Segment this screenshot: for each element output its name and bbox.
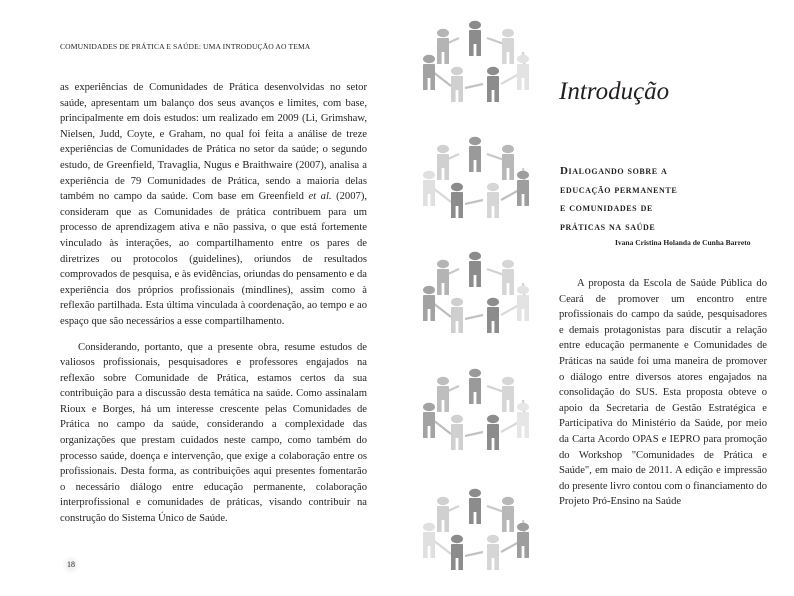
paragraph-1-text-b: (2007), consideram que as Comunidades de prática contribuem para um processo de aprendizagem ativa e não passiva, o que está fortemente vinculado às interações, ao compartilhamento entre os pares de diretrizes ou protocolos (guidelines), oriundos de resultados comprovados de pesquisa, e às evidências, oriundas do pensamento e da experiência dos próprios profissionais (mindlines), assim como à reflexão partilhada. Esta última vinculada à coordenação, ao tempo e ao espaço que são necessários a esse compartilhamento. [60, 191, 367, 327]
citation-et-al: et al. [308, 191, 332, 203]
section-title-line: práticas na saúde [560, 220, 656, 233]
paragraph-1 [60, 80, 367, 330]
people-holding-hands-circle-icon [415, 482, 539, 572]
people-holding-hands-circle-icon [415, 245, 539, 335]
intro-paragraph: A proposta da Escola de Saúde Pública do Ceará de promover um encontro entre profissionais do campo da saúde, pesquisadores e demais protagonistas para discutir a relação entre educação permanente e Comunidades de Práticas na saúde foi uma maneira de promover o diálogo entre diversos atores engajados na consolidação do SUS. Esta proposta obteve o apoio da Secretaria de Gestão Estratégica e Participativa do Ministério da Saúde, por meio da Carta Acordo OPAS e IEPRO para promoção do Workshop "Comunidades de Prática e Saúde", em maio de 2011. A edição e impressão do presente livro contou com o financiamento do Projeto Pró-Ensino na Saúde [559, 278, 767, 508]
section-title-line: e comunidades de [560, 202, 653, 214]
section-title-line: Dialogando sobre a [560, 165, 668, 177]
people-holding-hands-circle-icon [415, 130, 539, 220]
page-number: 18 [62, 556, 80, 574]
left-body-text [60, 80, 367, 527]
paragraph-1-text-a: as experiências de Comunidades de Prática desenvolvidas no setor saúde, apresentam um balanço dos seus avanços e limites, com base, principalmente em dois estudos: um realizado em 2009 (Li, Grimshaw, Nielsen, Judd, Coyte, e Graham, no qual foi feita a análise de treze experiências de Comunidades de Prática no setor da saúde; o segundo estudo, de Greenfield, Travaglia, Nugus e Braithwaire (2007), analisa a experiência de 79 Comunidades de Prática, sendo a maioria delas também no campo da saúde. Com base em Greenfield [60, 82, 367, 203]
section-title [560, 162, 770, 236]
people-holding-hands-circle-icon [415, 14, 539, 104]
right-page [397, 0, 794, 596]
author-byline: Ivana Cristina Holanda de Cunha Barreto [615, 238, 751, 247]
section-title-line: educação permanente [560, 183, 678, 196]
people-holding-hands-circle-icon [415, 362, 539, 452]
right-body-text [559, 276, 767, 510]
chapter-title: Introdução [559, 78, 670, 105]
decorative-column [415, 0, 545, 596]
paragraph-2: Considerando, portanto, que a presente obra, resume estudos de valiosos profissionais, pesquisadores e professores engajados na reflexão sobre Comunidade de Prática, estamos certos da sua contribuição para a discussão desta temática na saúde. Como assinalam Rioux e Borges, há um interesse crescente pelas Comunidades de Prática no campo da saúde, considerando a complexidade das organizações que prestam cuidados neste campo, como também do processo saúde, doença e intervenção, que exige a colaboração entre os profissionais. Desta forma, as contribuições aqui presentes fomentarão o necessário diálogo entre educação permanente, colaboração interprofissional e comunidades de práticas, visando contribuir na construção do Sistema Único de Saúde. [60, 341, 367, 525]
running-head: COMUNIDADES DE PRÁTICA E SAÚDE: UMA INTRODUÇÃO AO TEMA [60, 42, 311, 51]
